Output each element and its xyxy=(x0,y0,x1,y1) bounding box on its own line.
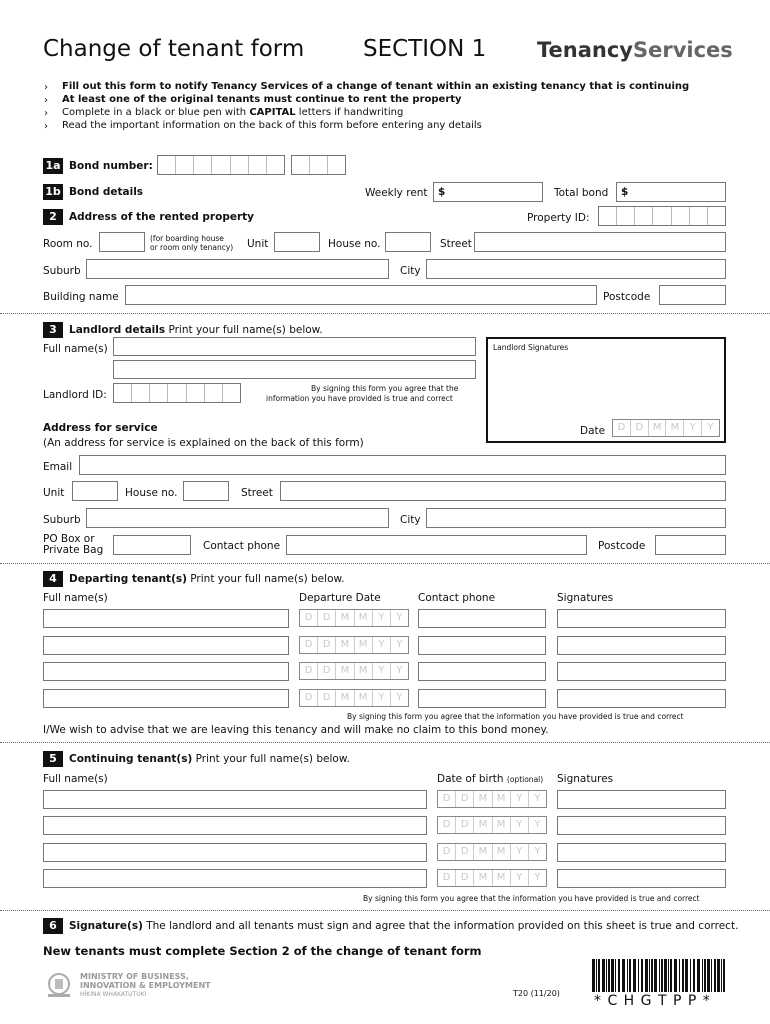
boarding-note-2: or room only tenancy) xyxy=(150,243,234,252)
landlord-name-input-1[interactable] xyxy=(113,337,476,356)
barcode-bar xyxy=(714,959,716,992)
continuing-agree-text: By signing this form you agree that the information you have provided is true and correct xyxy=(363,894,700,903)
divider xyxy=(0,563,770,564)
email-label: Email xyxy=(43,461,73,473)
continuing-dob-input-2[interactable]: D D M M Y Y xyxy=(437,816,547,834)
barcode-bar xyxy=(611,959,614,992)
barcode-bar xyxy=(707,959,710,992)
ministry-crest-icon xyxy=(44,971,74,999)
section-label: SECTION 1 xyxy=(363,36,487,62)
barcode-bar xyxy=(693,959,695,992)
new-tenants-note: New tenants must complete Section 2 of the change of tenant form xyxy=(43,944,482,958)
barcode-bar xyxy=(704,959,706,992)
barcode-bar xyxy=(645,959,648,992)
continuing-name-input-2[interactable] xyxy=(43,816,427,835)
bond-number-suffix-input[interactable] xyxy=(291,155,346,175)
barcode-bar xyxy=(651,959,653,992)
departing-date-input-2[interactable]: D D M M Y Y xyxy=(299,636,409,654)
barcode-bar xyxy=(690,959,691,992)
departing-col-contact: Contact phone xyxy=(418,592,496,604)
departing-declaration: I/We wish to advise that we are leaving this tenancy and will make no claim to this bond money. xyxy=(43,724,549,736)
service-house-no-label: House no. xyxy=(125,487,178,499)
departing-name-input-4[interactable] xyxy=(43,689,289,708)
po-box-input[interactable] xyxy=(113,535,191,555)
divider xyxy=(0,742,770,743)
service-postcode-label: Postcode xyxy=(598,540,646,552)
barcode-bar xyxy=(670,959,672,992)
departing-phone-input-3[interactable] xyxy=(418,662,546,681)
landlord-id-label: Landlord ID: xyxy=(43,389,107,401)
barcode-bar xyxy=(723,959,725,992)
form-code: T20 (11/20) xyxy=(513,989,560,998)
departing-date-input-1[interactable]: D D M M Y Y xyxy=(299,609,409,627)
continuing-name-input-1[interactable] xyxy=(43,790,427,809)
departing-signature-input-2[interactable] xyxy=(557,636,726,655)
rented-property-label: Address of the rented property xyxy=(69,211,254,223)
continuing-dob-input-4[interactable]: D D M M Y Y xyxy=(437,869,547,887)
barcode-bar xyxy=(721,959,722,992)
barcode-bar xyxy=(702,959,703,992)
section-2-number: 2 xyxy=(43,209,63,225)
barcode-bar xyxy=(661,959,663,992)
building-name-input[interactable] xyxy=(125,285,597,305)
continuing-signature-input-4[interactable] xyxy=(557,869,726,888)
barcode-bar xyxy=(633,959,636,992)
barcode-bar xyxy=(627,959,628,992)
boarding-note: (for boarding house xyxy=(150,234,224,243)
barcode-bar xyxy=(596,959,597,992)
room-no-label: Room no. xyxy=(43,238,93,250)
continuing-signature-input-2[interactable] xyxy=(557,816,726,835)
property-id-input[interactable] xyxy=(598,206,726,226)
bullet-icon: › xyxy=(44,121,48,132)
landlord-id-input[interactable] xyxy=(113,383,241,403)
section-6-number: 6 xyxy=(43,918,63,934)
landlord-full-names-label: Full name(s) xyxy=(43,343,108,355)
address-for-service-label: Address for service xyxy=(43,422,158,434)
instruction-3: Complete in a black or blue pen with CAPITAL letters if handwriting xyxy=(62,107,404,118)
total-bond-label: Total bond xyxy=(554,187,609,199)
city-input[interactable] xyxy=(426,259,726,279)
service-suburb-label: Suburb xyxy=(43,514,81,526)
service-postcode-input[interactable] xyxy=(655,535,726,555)
service-unit-input[interactable] xyxy=(72,481,118,501)
landlord-agree-text: By signing this form you agree that the xyxy=(311,384,459,393)
continuing-col-full-names: Full name(s) xyxy=(43,773,108,785)
suburb-label: Suburb xyxy=(43,265,81,277)
city-label: City xyxy=(400,265,421,277)
landlord-details-label: Landlord details Print your full name(s) below. xyxy=(69,324,323,336)
section-1a-number: 1a xyxy=(43,158,63,174)
landlord-date-input[interactable]: D D M M Y Y xyxy=(612,419,720,437)
barcode-bar xyxy=(592,959,595,992)
continuing-name-input-4[interactable] xyxy=(43,869,427,888)
po-box-label: PO Box or xyxy=(43,533,95,545)
continuing-dob-input-1[interactable]: D D M M Y Y xyxy=(437,790,547,808)
barcode-bar xyxy=(682,959,684,992)
contact-phone-input[interactable] xyxy=(286,535,587,555)
signatures-statement: Signature(s) The landlord and all tenants must sign and agree that the information provided on this sheet is true and correct. xyxy=(69,920,739,932)
weekly-rent-label: Weekly rent xyxy=(365,187,428,199)
house-no-label: House no. xyxy=(328,238,381,250)
tenancy-services-logo: TenancyServices xyxy=(537,38,733,62)
departing-signature-input-1[interactable] xyxy=(557,609,726,628)
barcode-image xyxy=(592,959,726,992)
private-bag-label: Private Bag xyxy=(43,544,104,556)
divider xyxy=(0,910,770,911)
page-title: Change of tenant form xyxy=(43,36,305,62)
barcode-bar xyxy=(602,959,605,992)
barcode-bar xyxy=(608,959,610,992)
landlord-agree-text-2: information you have provided is true and correct xyxy=(266,394,453,403)
service-city-input[interactable] xyxy=(426,508,726,528)
section-1b-number: 1b xyxy=(43,184,63,200)
barcode-bar xyxy=(649,959,650,992)
landlord-signatures-label: Landlord Signatures xyxy=(493,343,569,352)
continuing-dob-input-3[interactable]: D D M M Y Y xyxy=(437,843,547,861)
ministry-name-3: HĪKINA WHAKATUTUKI xyxy=(80,991,147,998)
building-name-label: Building name xyxy=(43,291,119,303)
postcode-label: Postcode xyxy=(603,291,651,303)
service-suburb-input[interactable] xyxy=(86,508,389,528)
suburb-input[interactable] xyxy=(86,259,389,279)
unit-label: Unit xyxy=(247,238,269,250)
departing-date-input-3[interactable]: D D M M Y Y xyxy=(299,662,409,680)
barcode-bar xyxy=(685,959,688,992)
barcode-text: * C H G T P P * xyxy=(594,993,711,1009)
property-id-label: Property ID: xyxy=(527,212,590,224)
instruction-1: Fill out this form to notify Tenancy Services of a change of tenant within an existing tenancy that is continuing xyxy=(62,81,690,92)
barcode-bar xyxy=(638,959,639,992)
instruction-2: At least one of the original tenants must continue to rent the property xyxy=(62,94,462,105)
bullet-icon: › xyxy=(44,95,48,106)
continuing-col-dob: Date of birth (optional) xyxy=(437,773,544,785)
house-no-input[interactable] xyxy=(385,232,431,252)
bond-details-label: Bond details xyxy=(69,186,144,198)
barcode-bar xyxy=(629,959,631,992)
ministry-name-2: INNOVATION & EMPLOYMENT xyxy=(80,981,211,990)
instruction-4: Read the important information on the back of this form before entering any details xyxy=(62,120,482,131)
continuing-signature-input-1[interactable] xyxy=(557,790,726,809)
departing-tenants-label: Departing tenant(s) Print your full name(s) below. xyxy=(69,573,345,585)
continuing-tenants-label: Continuing tenant(s) Print your full name(s) below. xyxy=(69,753,350,765)
section-4-number: 4 xyxy=(43,571,63,587)
barcode-bar xyxy=(622,959,625,992)
departing-name-input-3[interactable] xyxy=(43,662,289,681)
barcode-bar xyxy=(618,959,620,992)
service-street-label: Street xyxy=(241,487,273,499)
bullet-icon: › xyxy=(44,108,48,119)
barcode-bar xyxy=(641,959,643,992)
landlord-signature-box[interactable] xyxy=(486,337,726,443)
bullet-icon: › xyxy=(44,82,48,93)
continuing-col-signatures: Signatures xyxy=(557,773,614,785)
divider xyxy=(0,313,770,314)
barcode-bar xyxy=(606,959,607,992)
landlord-date-label: Date xyxy=(580,425,606,437)
service-street-input[interactable] xyxy=(280,481,726,501)
departing-name-input-2[interactable] xyxy=(43,636,289,655)
departing-date-input-4[interactable]: D D M M Y Y xyxy=(299,689,409,707)
departing-name-input-1[interactable] xyxy=(43,609,289,628)
departing-col-full-names: Full name(s) xyxy=(43,592,108,604)
bond-number-label: Bond number: xyxy=(69,160,153,172)
continuing-signature-input-3[interactable] xyxy=(557,843,726,862)
street-label: Street xyxy=(440,238,472,250)
barcode-bar xyxy=(697,959,700,992)
bond-number-input[interactable] xyxy=(157,155,285,175)
barcode-bar xyxy=(598,959,600,992)
barcode-bar xyxy=(654,959,657,992)
departing-phone-input-2[interactable] xyxy=(418,636,546,655)
weekly-rent-input[interactable]: $ xyxy=(433,182,543,202)
departing-signature-input-4[interactable] xyxy=(557,689,726,708)
service-house-no-input[interactable] xyxy=(183,481,229,501)
room-no-input[interactable] xyxy=(99,232,145,252)
barcode-bar xyxy=(664,959,667,992)
contact-phone-label: Contact phone xyxy=(203,540,281,552)
service-city-label: City xyxy=(400,514,421,526)
barcode-bar xyxy=(659,959,660,992)
street-input[interactable] xyxy=(474,232,726,252)
barcode-bar xyxy=(679,959,680,992)
unit-input[interactable] xyxy=(274,232,320,252)
address-for-service-note: (An address for service is explained on the back of this form) xyxy=(43,437,364,449)
total-bond-input[interactable]: $ xyxy=(616,182,726,202)
section-5-number: 5 xyxy=(43,751,63,767)
barcode-bar xyxy=(711,959,712,992)
section-3-number: 3 xyxy=(43,322,63,338)
departing-signature-input-3[interactable] xyxy=(557,662,726,681)
barcode-bar xyxy=(717,959,720,992)
landlord-name-input-2[interactable] xyxy=(113,360,476,379)
barcode-bar xyxy=(674,959,677,992)
postcode-input[interactable] xyxy=(659,285,726,305)
departing-phone-input-4[interactable] xyxy=(418,689,546,708)
barcode-bar xyxy=(615,959,616,992)
departing-col-signatures: Signatures xyxy=(557,592,614,604)
continuing-name-input-3[interactable] xyxy=(43,843,427,862)
barcode-bar xyxy=(668,959,669,992)
departing-phone-input-1[interactable] xyxy=(418,609,546,628)
ministry-name-1: MINISTRY OF BUSINESS, xyxy=(80,972,189,981)
departing-agree-text: By signing this form you agree that the information you have provided is true and correct xyxy=(347,712,684,721)
departing-col-departure: Departure Date xyxy=(299,592,381,604)
email-input[interactable] xyxy=(79,455,726,475)
service-unit-label: Unit xyxy=(43,487,65,499)
